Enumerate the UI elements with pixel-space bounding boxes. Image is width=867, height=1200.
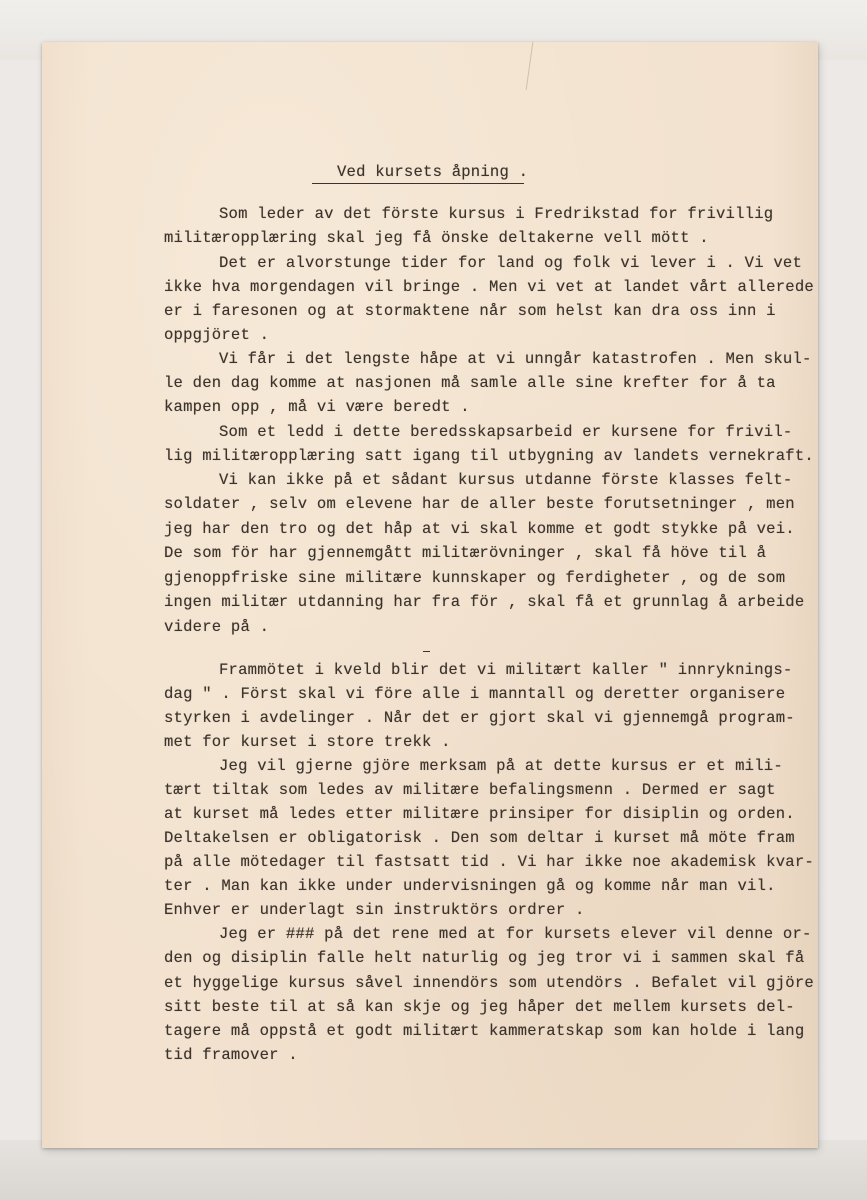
text-line: styrken i avdelinger . Når det er gjort skal vi gjennemgå program- bbox=[164, 709, 795, 727]
paper-tear bbox=[526, 42, 550, 90]
text-line: lig militæropplæring satt igang til utbygning av landets vernekraft. bbox=[164, 447, 814, 465]
text-line: Enhver er underlagt sin instruktörs ordrer . bbox=[164, 901, 585, 919]
text-line: kampen opp , må vi være beredt . bbox=[164, 398, 470, 416]
text-line: Vi får i det lengste håpe at vi unngår katastrofen . Men skul- bbox=[219, 350, 812, 368]
text-line: Jeg er ### på det rene med at for kursets elever vil denne or- bbox=[219, 925, 812, 943]
text-line: sitt beste til at så kan skje og jeg håper det mellem kursets del- bbox=[164, 998, 795, 1016]
document-title: Ved kursets åpning . bbox=[337, 163, 529, 181]
text-line: Frammötet i kveld blir det vi militært kaller " innryknings- bbox=[219, 661, 793, 679]
text-line: Jeg vil gjerne gjöre merksam på at dette kursus er et mili- bbox=[219, 757, 783, 775]
text-line: Som leder av det förste kursus i Fredrikstad for frivillig bbox=[219, 205, 774, 223]
text-line: dag " . Först skal vi före alle i manntall og deretter organisere bbox=[164, 685, 786, 703]
text-line: militæropplæring skal jeg få önske deltakerne vell mött . bbox=[164, 229, 709, 247]
text-line: videre på . bbox=[164, 618, 270, 636]
text-line: gjenoppfriske sine militære kunnskaper og ferdigheter , og de som bbox=[164, 569, 786, 587]
text-line: ter . Man kan ikke under undervisningen gå og komme når man vil. bbox=[164, 877, 776, 895]
text-line: Deltakelsen er obligatorisk . Den som deltar i kurset må möte fram bbox=[164, 829, 795, 847]
text-line: De som för har gjennemgått militærövninger , skal få höve til å bbox=[164, 544, 767, 562]
text-line: på alle mötedager til fastsatt tid . Vi har ikke noe akademisk kvar- bbox=[164, 853, 814, 871]
text-line: Det er alvorstunge tider for land og folk vi lever i . Vi vet bbox=[219, 254, 803, 272]
text-line: tært tiltak som ledes av militære befalingsmenn . Dermed er sagt bbox=[164, 781, 776, 799]
text-line: den og disiplin falle helt naturlig og jeg tror vi i sammen skal få bbox=[164, 949, 805, 967]
text-line: at kurset må ledes etter militære prinsiper for disiplin og orden. bbox=[164, 805, 795, 823]
text-line: Som et ledd i dette beredsskapsarbeid er kursene for frivil- bbox=[219, 423, 793, 441]
text-line: met for kurset i store trekk . bbox=[164, 733, 451, 751]
text-line: tagere må oppstå et godt militært kammeratskap som kan holde i lang bbox=[164, 1022, 805, 1040]
text-line: oppgjöret . bbox=[164, 326, 270, 344]
text-line: jeg har den tro og det håp at vi skal komme et godt stykke på vei. bbox=[164, 520, 795, 538]
text-line: le den dag komme at nasjonen må samle alle sine krefter for å ta bbox=[164, 374, 776, 392]
paper-sheet bbox=[42, 42, 818, 1148]
background-bottom bbox=[0, 1140, 867, 1200]
text-line: ikke hva morgendagen vil bringe . Men vi vet at landet vårt allerede bbox=[164, 278, 814, 296]
text-line: ingen militær utdanning har fra för , skal få et grunnlag å arbeide bbox=[164, 593, 805, 611]
text-line: Vi kan ikke på et sådant kursus utdanne förste klasses felt- bbox=[219, 471, 793, 489]
text-line: soldater , selv om elevene har de aller beste forutsetninger , men bbox=[164, 495, 795, 513]
text-line: er i faresonen og at stormaktene når som helst kan dra oss inn i bbox=[164, 302, 776, 320]
section-dash bbox=[423, 651, 430, 652]
text-line: tid framover . bbox=[164, 1046, 298, 1064]
text-line: et hyggelige kursus såvel innendörs som utendörs . Befalet vil gjöre bbox=[164, 974, 814, 992]
title-underline bbox=[312, 183, 524, 184]
